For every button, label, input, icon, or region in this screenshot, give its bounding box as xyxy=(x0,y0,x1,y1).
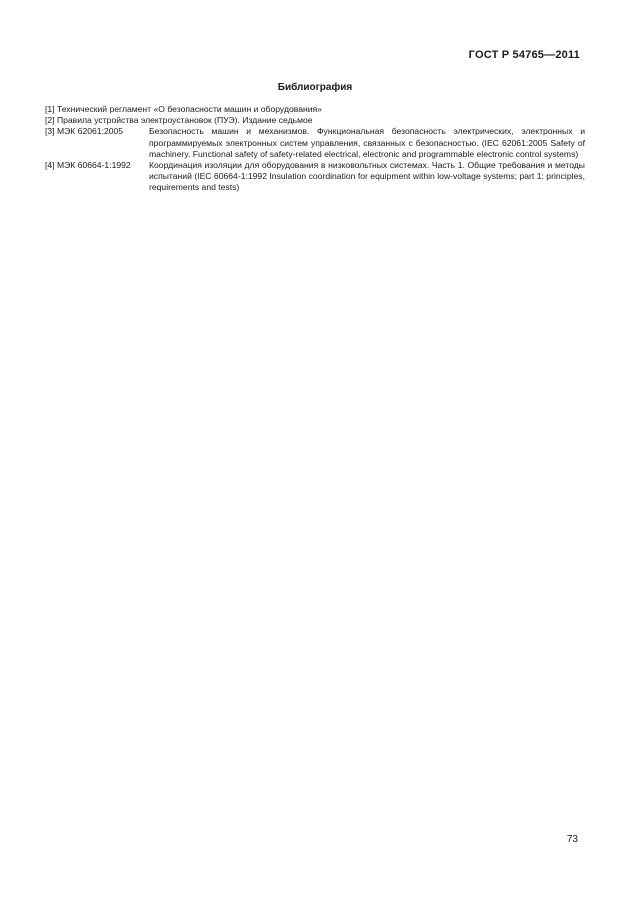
bibliography-entry-ref: [2] Правила устройства электроустановок (ПУЭ). Издание седьмое xyxy=(45,115,313,126)
standard-code-header: ГОСТ Р 54765—2011 xyxy=(468,49,580,61)
bibliography-entry-2 xyxy=(45,115,585,126)
bibliography-entry-ref: [4] МЭК 60664-1:1992 xyxy=(45,160,131,171)
bibliography-entry-4 xyxy=(45,160,585,194)
bibliography-list xyxy=(45,104,585,194)
bibliography-entry-3 xyxy=(45,126,585,160)
page-number: 73 xyxy=(566,834,578,845)
bibliography-entry-text: Безопасность машин и механизмов. Функциональная безопасность электрических, электронных и программируемых электронных систем управления, связанных с безопасностью. (IEC 62061:2005 Safety of machinery. Functional safety of safety-related electrical, electronic and programmable electronic control systems) xyxy=(149,126,585,159)
bibliography-title: Библиография xyxy=(277,82,353,93)
bibliography-entry-ref: [1] Технический регламент «О безопасности машин и оборудования» xyxy=(45,104,322,114)
bibliography-entry-1 xyxy=(45,104,585,115)
bibliography-entry-ref: [3] МЭК 62061:2005 xyxy=(45,126,124,137)
bibliography-entry-text: Координация изоляции для оборудования в низковольтных системах. Часть 1. Общие требования и методы испытаний (IEC 60664-1:1992 Insulation coordination for equipment within low-voltage systems; part 1: principles, requirements and tests) xyxy=(149,160,585,193)
